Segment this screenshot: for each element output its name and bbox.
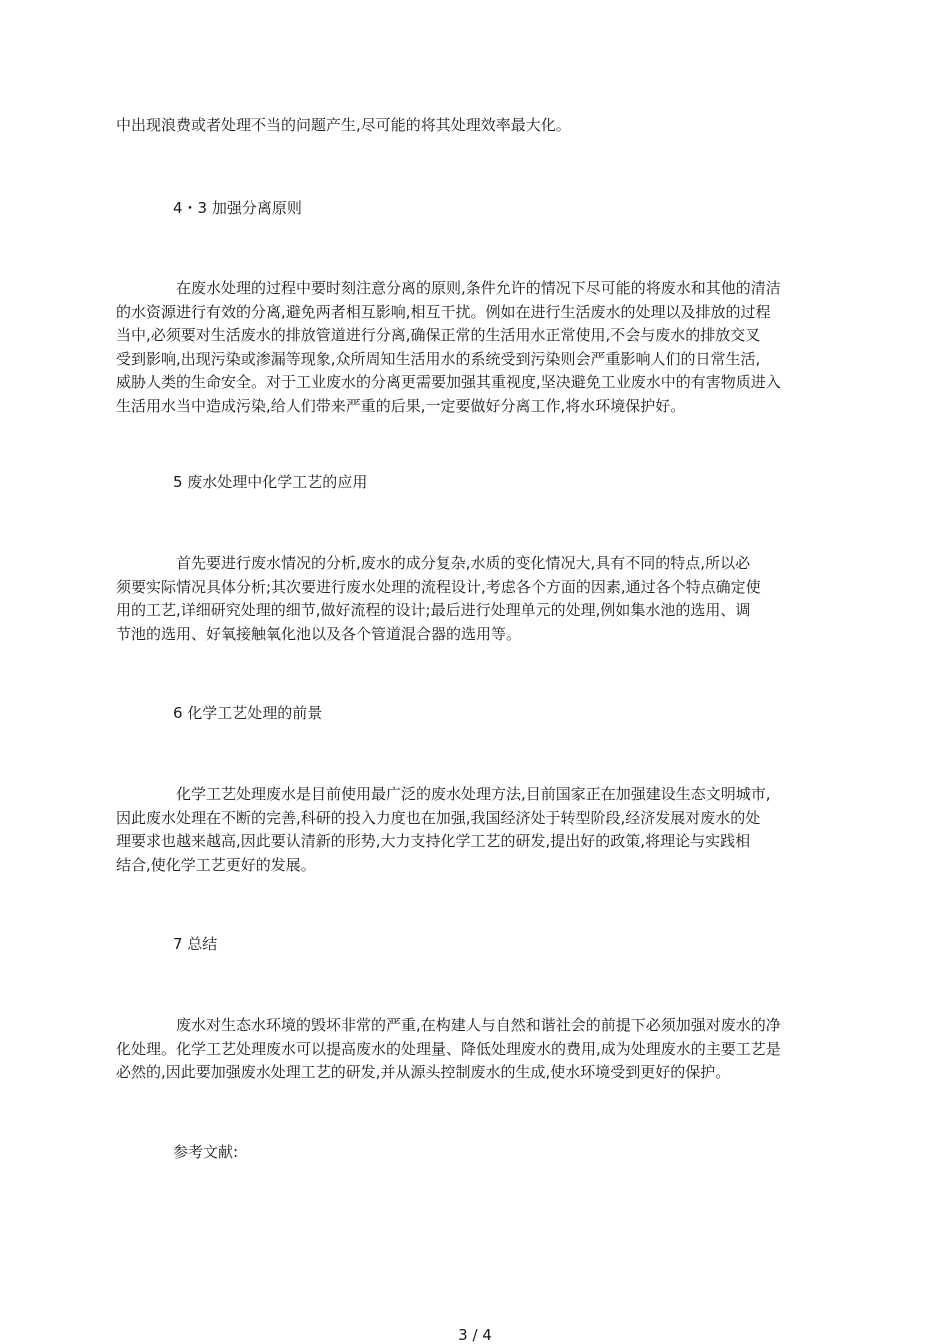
paragraph-separation-principle [116,277,828,418]
text-line: 因此废水处理在不断的完善,科研的投入力度也在加强,我国经济处于转型阶段,经济发展对废水的处 [116,808,761,827]
text-line: 废水对生态水环境的毁坏非常的严重,在构建人与自然和谐社会的前提下必须加强对废水的净 [116,1016,781,1034]
text-line: 的水资源进行有效的分离,避免两者相互影响,相互干扰。例如在进行生活废水的处理以及排放的过程 [116,302,771,321]
paragraph-summary [116,1014,828,1085]
paragraph-chemical-process-application [116,552,828,646]
text-line: 当中,必须要对生活废水的排放管道进行分离,确保正常的生活用水正常使用,不会与废水的排放交叉 [116,326,761,344]
section-heading-6: 6 化学工艺处理的前景 [173,704,323,722]
text-line: 须要实际情况具体分析;其次要进行废水处理的流程设计,考虑各个方面的因素,通过各个特点确定使 [116,577,761,596]
paragraph-intro-continuation [116,114,828,138]
section-heading-4-3: 4・3 加强分离原则 [173,199,302,217]
page-number: 3 / 4 [458,1326,492,1344]
text-line: 化学工艺处理废水是目前使用最广泛的废水处理方法,目前国家正在加强建设生态文明城市, [116,785,771,803]
text-line: 结合,使化学工艺更好的发展。 [116,855,316,874]
text-line: 生活用水当中造成污染,给人们带来严重的后果,一定要做好分离工作,将水环境保护好。 [116,396,686,415]
text-line: 化处理。化学工艺处理废水可以提高废水的处理量、降低处理废水的费用,成为处理废水的主要工艺是 [116,1039,781,1058]
section-heading-5: 5 废水处理中化学工艺的应用 [173,473,368,491]
text-line: 节池的选用、好氧接触氧化池以及各个管道混合器的选用等。 [116,624,522,643]
text-line: 受到影响,出现污染或渗漏等现象,众所周知生活用水的系统受到污染则会严重影响人们的日常生活, [116,349,761,368]
paragraph-prospects [116,783,828,877]
text-line: 用的工艺,详细研究处理的细节,做好流程的设计;最后进行处理单元的处理,例如集水池的选用、调 [116,601,751,619]
section-heading-7: 7 总结 [173,935,218,953]
text-line: 中出现浪费或者处理不当的问题产生,尽可能的将其处理效率最大化。 [116,116,571,134]
text-line: 首先要进行废水情况的分析,废水的成分复杂,水质的变化情况大,具有不同的特点,所以必 [116,554,751,572]
text-line: 威胁人类的生命安全。对于工业废水的分离更需要加强其重视度,坚决避免工业废水中的有害物质进入 [116,373,781,391]
text-line: 必然的,因此要加强废水处理工艺的研发,并从源头控制废水的生成,使水环境受到更好的保护。 [116,1063,731,1081]
references-heading: 参考文献: [173,1143,239,1161]
text-line: 理要求也越来越高,因此要认清新的形势,大力支持化学工艺的研发,提出好的政策,将理论与实践相 [116,832,751,850]
text-line: 在废水处理的过程中要时刻注意分离的原则,条件允许的情况下尽可能的将废水和其他的清洁 [116,279,781,297]
